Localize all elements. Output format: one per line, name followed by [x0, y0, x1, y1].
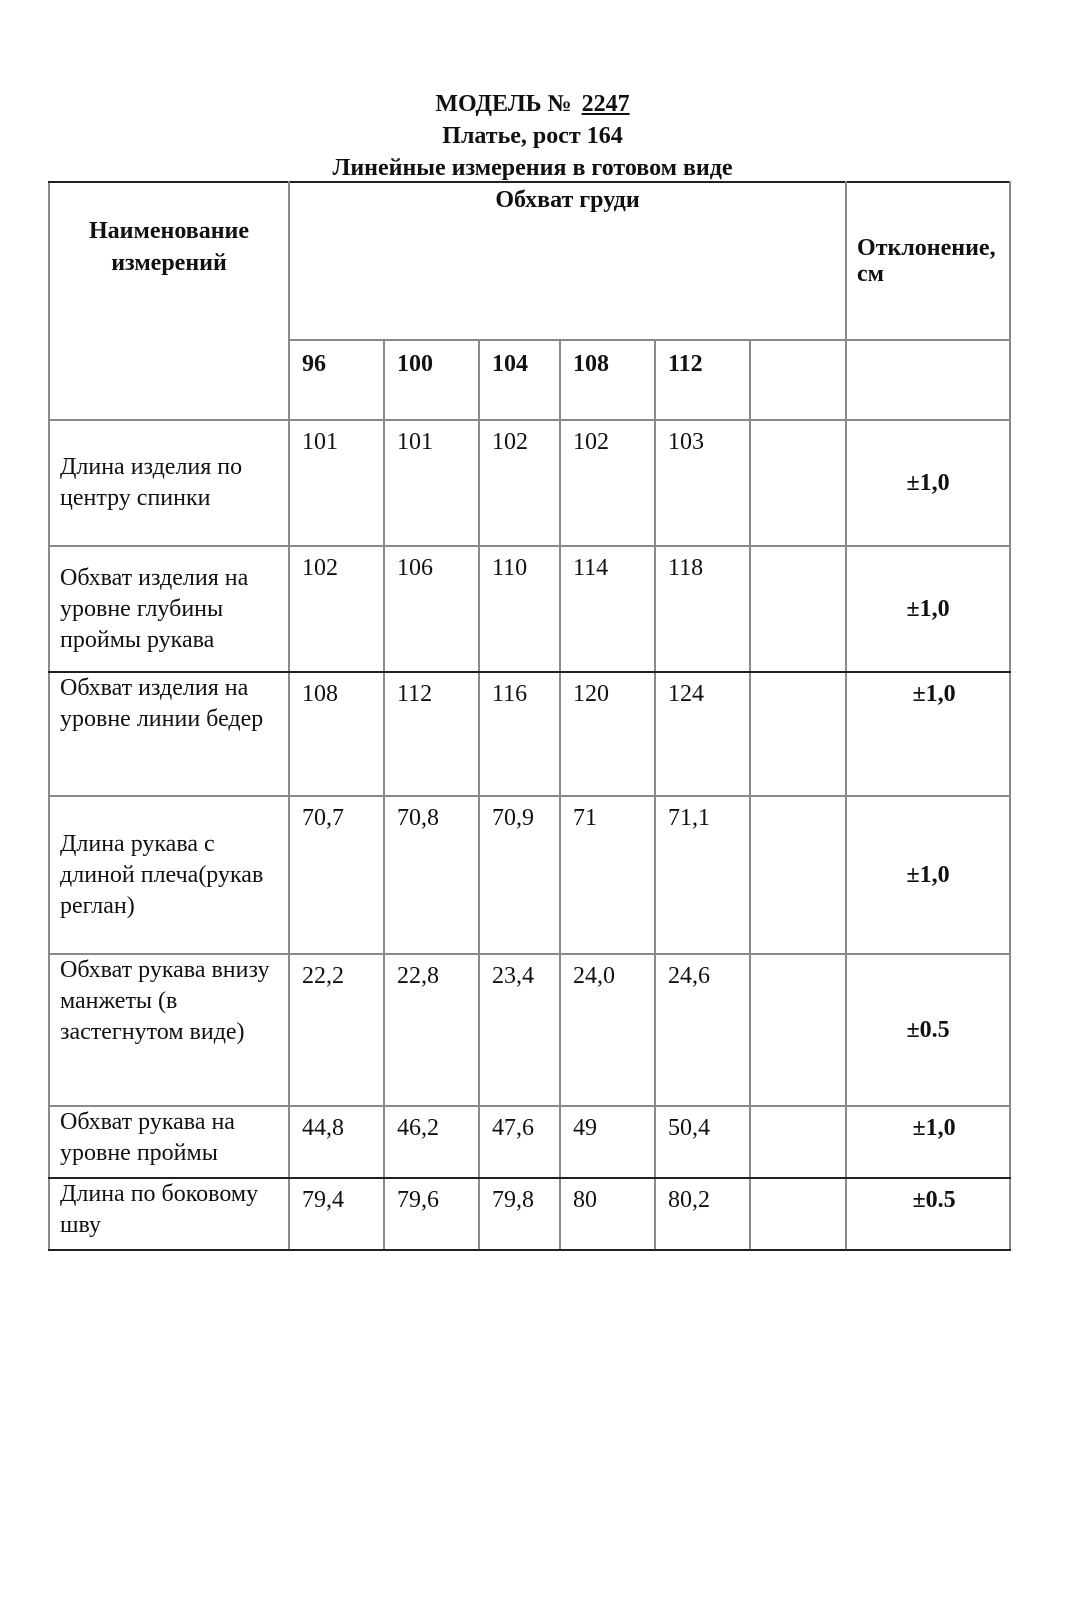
measurement-value: 79,8	[479, 1178, 560, 1250]
measurement-name: Обхват рукава внизу манжеты (в застегнутом виде)	[49, 954, 289, 1106]
table-row	[49, 796, 1010, 954]
measurement-value: 79,6	[384, 1178, 479, 1250]
table-row	[49, 1106, 1010, 1178]
measurement-value: 47,6	[479, 1106, 560, 1178]
measurement-value: 70,7	[289, 796, 384, 954]
table-row	[49, 420, 1010, 546]
name-column-header: Наименование измерений	[49, 182, 289, 420]
empty-value-cell	[750, 954, 846, 1106]
measurement-value: 24,6	[655, 954, 750, 1106]
empty-value-cell	[750, 1178, 846, 1250]
measurement-value: 70,8	[384, 796, 479, 954]
measurement-value: 120	[560, 672, 655, 796]
description: Линейные измерения в готовом виде	[332, 155, 733, 181]
measurement-value: 106	[384, 546, 479, 672]
measurement-value: 44,8	[289, 1106, 384, 1178]
measurement-value: 110	[479, 546, 560, 672]
measurement-name: Длина рукава с длиной плеча(рукав реглан)	[49, 796, 289, 954]
model-number: 2247	[581, 91, 630, 117]
empty-value-cell	[750, 420, 846, 546]
measurement-name: Длина изделия по центру спинки	[49, 420, 289, 546]
document-title-block	[0, 88, 1065, 184]
measurement-name: Обхват изделия на уровне глубины проймы рукава	[49, 546, 289, 672]
deviation-value: ±0.5	[846, 1178, 1010, 1250]
subtitle: Платье, рост 164	[442, 123, 623, 149]
header-row-1	[49, 182, 1010, 340]
measurement-name: Обхват рукава на уровне проймы	[49, 1106, 289, 1178]
measurement-value: 24,0	[560, 954, 655, 1106]
measurement-name: Обхват изделия на уровне линии бедер	[49, 672, 289, 796]
measurements-table	[48, 181, 1011, 1251]
deviation-value: ±1,0	[846, 796, 1010, 954]
measurement-value: 112	[384, 672, 479, 796]
measurement-value: 102	[560, 420, 655, 546]
size-header: 108	[560, 340, 655, 420]
empty-value-cell	[750, 796, 846, 954]
measurement-value: 23,4	[479, 954, 560, 1106]
deviation-value: ±1,0	[846, 546, 1010, 672]
size-header: 112	[655, 340, 750, 420]
measurement-value: 124	[655, 672, 750, 796]
measurement-value: 79,4	[289, 1178, 384, 1250]
measurement-value: 50,4	[655, 1106, 750, 1178]
size-header: 100	[384, 340, 479, 420]
deviation-column-header: Отклонение, см	[846, 182, 1010, 340]
size-header: 96	[289, 340, 384, 420]
measurement-value: 80,2	[655, 1178, 750, 1250]
measurement-value: 22,8	[384, 954, 479, 1106]
measurement-value: 114	[560, 546, 655, 672]
table-row	[49, 954, 1010, 1106]
measurement-value: 22,2	[289, 954, 384, 1106]
table-row	[49, 672, 1010, 796]
empty-value-cell	[750, 672, 846, 796]
measurement-value: 103	[655, 420, 750, 546]
measurement-value: 80	[560, 1178, 655, 1250]
empty-value-cell	[750, 546, 846, 672]
measurement-value: 116	[479, 672, 560, 796]
measurement-value: 70,9	[479, 796, 560, 954]
model-line	[0, 88, 1065, 120]
deviation-value: ±1,0	[846, 1106, 1010, 1178]
table-body	[49, 420, 1010, 1250]
table-row	[49, 1178, 1010, 1250]
measurement-value: 102	[479, 420, 560, 546]
deviation-header-spacer	[846, 340, 1010, 420]
deviation-value: ±1,0	[846, 420, 1010, 546]
measurement-value: 71	[560, 796, 655, 954]
model-label: МОДЕЛЬ №	[435, 91, 572, 117]
empty-value-cell	[750, 1106, 846, 1178]
measurement-value: 101	[289, 420, 384, 546]
measurement-value: 118	[655, 546, 750, 672]
measurement-value: 108	[289, 672, 384, 796]
deviation-value: ±0.5	[846, 954, 1010, 1106]
measurement-name: Длина по боковому шву	[49, 1178, 289, 1250]
measurement-value: 102	[289, 546, 384, 672]
size-header: 104	[479, 340, 560, 420]
measurement-value: 49	[560, 1106, 655, 1178]
deviation-value: ±1,0	[846, 672, 1010, 796]
measurement-value: 71,1	[655, 796, 750, 954]
empty-size-header	[750, 340, 846, 420]
chest-column-header: Обхват груди	[289, 182, 846, 340]
measurement-value: 101	[384, 420, 479, 546]
table-row	[49, 546, 1010, 672]
measurement-value: 46,2	[384, 1106, 479, 1178]
